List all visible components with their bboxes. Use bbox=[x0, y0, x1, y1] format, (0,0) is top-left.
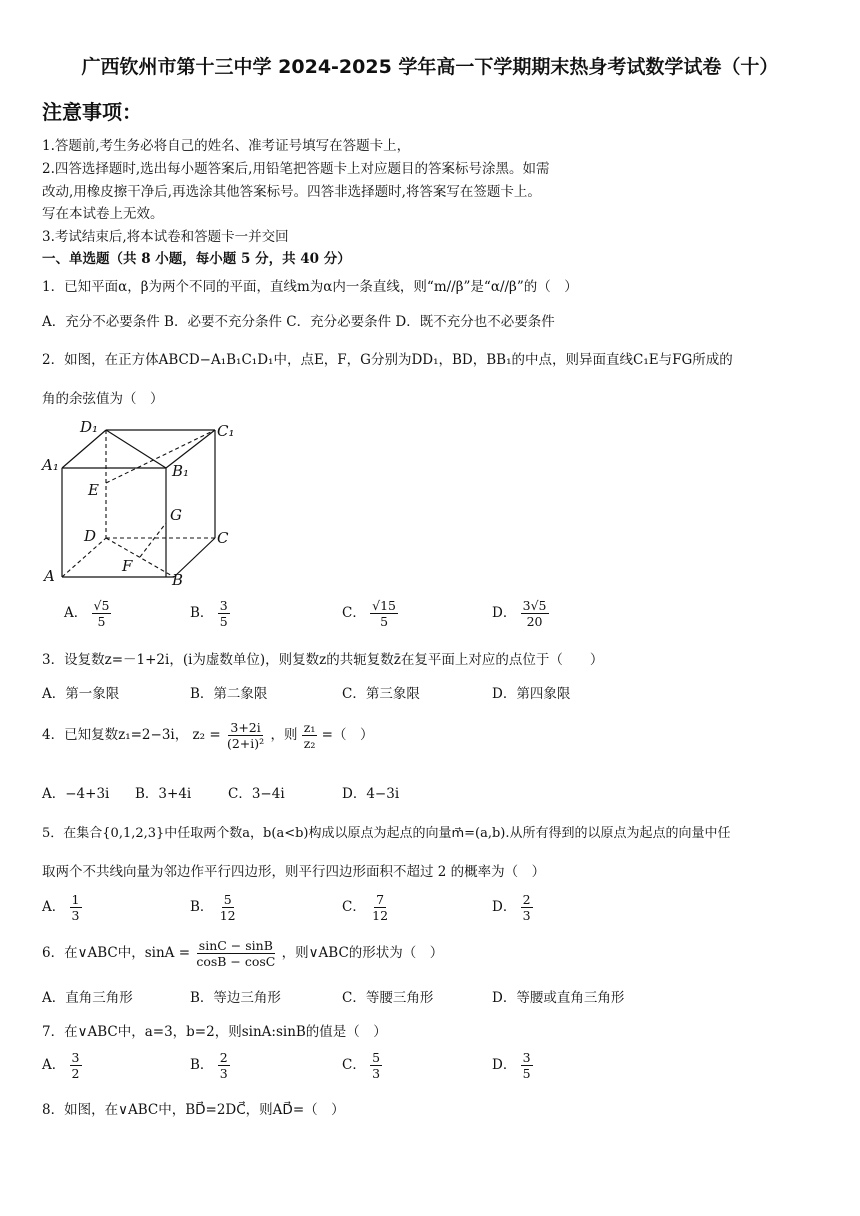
question-4-stem: 4．已知复数z₁=2−3i， z₂ = $\frac{3+2i}{\text{(2+i)²}}$ ，则 $\frac{\text{z₁}}{\text{z₂}}$ =（ ） bbox=[42, 720, 374, 751]
label-G: G bbox=[170, 506, 182, 524]
question-4-option-d[interactable]: D．4−3i bbox=[342, 786, 400, 802]
cube-figure bbox=[40, 415, 240, 590]
label-F: F bbox=[122, 557, 133, 575]
question-4-option-c[interactable]: C．3−4i bbox=[228, 786, 285, 802]
question-4-option-a[interactable]: A．−4+3i bbox=[42, 786, 110, 802]
notice-line: 2.四答选择题时,选出每小题答案后,用铅笔把答题卡上对应题目的答案标号涂黑。如需 bbox=[42, 161, 550, 177]
question-4-option-b[interactable]: B．3+4i bbox=[135, 786, 192, 802]
question-7-stem: 7．在∨ABC中，a=3，b=2，则sinA:sinB的值是（ ） bbox=[42, 1024, 387, 1040]
question-3-option-c[interactable]: C．第三象限 bbox=[342, 686, 420, 702]
label-B1: B₁ bbox=[172, 462, 190, 480]
question-3-stem: 3．设复数z=－1+2i，(i为虚数单位)，则复数z的共轭复数z̄在复平面上对应的点位于（ ） bbox=[42, 652, 604, 668]
label-E: E bbox=[88, 481, 99, 499]
question-2-option-b[interactable]: B． $\frac{3}{5}$ bbox=[190, 598, 228, 629]
question-3-option-d[interactable]: D．第四象限 bbox=[492, 686, 571, 702]
question-5-option-c[interactable]: C． $\frac{7}{12}$ bbox=[342, 892, 389, 923]
question-3-option-b[interactable]: B．第二象限 bbox=[190, 686, 268, 702]
section-heading: 一、单选题（共 8 小题，每小题 5 分，共 40 分） bbox=[42, 251, 351, 267]
notice-heading: 注意事项： bbox=[42, 100, 142, 124]
question-2-stem: 2．如图，在正方体ABCD−A₁B₁C₁D₁中，点E，F，G分别为DD₁，BD，BB₁的中点，则异面直线C₁E与FG所成的 bbox=[42, 352, 733, 368]
question-2-option-c[interactable]: C． $\frac{√15}{5}$ bbox=[342, 598, 397, 629]
label-A1: A₁ bbox=[42, 456, 59, 474]
label-C1: C₁ bbox=[217, 422, 235, 440]
question-7-option-d[interactable]: D． $\frac{3}{5}$ bbox=[492, 1050, 531, 1081]
question-8-stem: 8．如图，在∨ABC中，BD⃗=2DC⃗，则AD⃗=（ ） bbox=[42, 1102, 345, 1118]
question-6-option-a[interactable]: A．直角三角形 bbox=[42, 990, 133, 1006]
question-5-option-d[interactable]: D． $\frac{2}{3}$ bbox=[492, 892, 531, 923]
notice-line: 3.考试结束后,将本试卷和答题卡一并交回 bbox=[42, 229, 289, 245]
question-2-option-a[interactable]: A． $\frac{√5}{5}$ bbox=[64, 598, 110, 629]
question-1-stem: 1．已知平面α，β为两个不同的平面，直线m为α内一条直线，则“m//β”是“α//β”的（ ） bbox=[42, 279, 578, 295]
question-3-option-a[interactable]: A．第一象限 bbox=[42, 686, 120, 702]
label-B: B bbox=[172, 571, 184, 589]
notice-line: 改动,用橡皮擦干净后,再选涂其他答案标号。四答非选择题时,将答案写在签题卡上。 bbox=[42, 184, 541, 200]
notice-line: 写在本试卷上无效。 bbox=[42, 206, 164, 222]
question-6-option-c[interactable]: C．等腰三角形 bbox=[342, 990, 434, 1006]
question-5-stem: 5．在集合{0,1,2,3}中任取两个数a，b(a<b)构成以原点为起点的向量m⃗=(a,b).从所有得到的以原点为起点的向量中任 bbox=[42, 826, 731, 841]
question-6-option-b[interactable]: B．等边三角形 bbox=[190, 990, 281, 1006]
question-2-option-d[interactable]: D． $\frac{3√5}{20}$ bbox=[492, 598, 547, 629]
label-D: D bbox=[84, 527, 97, 545]
question-2-stem-cont: 角的余弦值为（ ） bbox=[42, 391, 164, 407]
question-5-stem-cont: 取两个不共线向量为邻边作平行四边形，则平行四边形面积不超过 2 的概率为（ ） bbox=[42, 864, 546, 880]
label-D1: D₁ bbox=[80, 418, 99, 436]
question-5-option-a[interactable]: A． $\frac{1}{3}$ bbox=[42, 892, 80, 923]
question-5-option-b[interactable]: B． $\frac{5}{12}$ bbox=[190, 892, 236, 923]
question-1-options: A．充分不必要条件 B．必要不充分条件 C．充分必要条件 D．既不充分也不必要条件 bbox=[42, 314, 555, 330]
question-7-option-a[interactable]: A． $\frac{3}{2}$ bbox=[42, 1050, 80, 1081]
label-A: A bbox=[44, 567, 55, 585]
question-7-option-c[interactable]: C． $\frac{5}{3}$ bbox=[342, 1050, 381, 1081]
question-7-option-b[interactable]: B． $\frac{2}{3}$ bbox=[190, 1050, 228, 1081]
question-6-stem: 6．在∨ABC中，sinA = $\frac{\sin C - \sin B}{\cos B - \cos C}$ ，则∨ABC的形状为（ ） bbox=[42, 938, 444, 969]
question-6-option-d[interactable]: D．等腰或直角三角形 bbox=[492, 990, 625, 1006]
page-title: 广西钦州市第十三中学 2024-2025 学年高一下学期期末热身考试数学试卷（十） bbox=[81, 56, 779, 78]
notice-line: 1.答题前,考生务必将自己的姓名、准考证号填写在答题卡上， bbox=[42, 138, 411, 154]
label-C: C bbox=[217, 529, 229, 547]
